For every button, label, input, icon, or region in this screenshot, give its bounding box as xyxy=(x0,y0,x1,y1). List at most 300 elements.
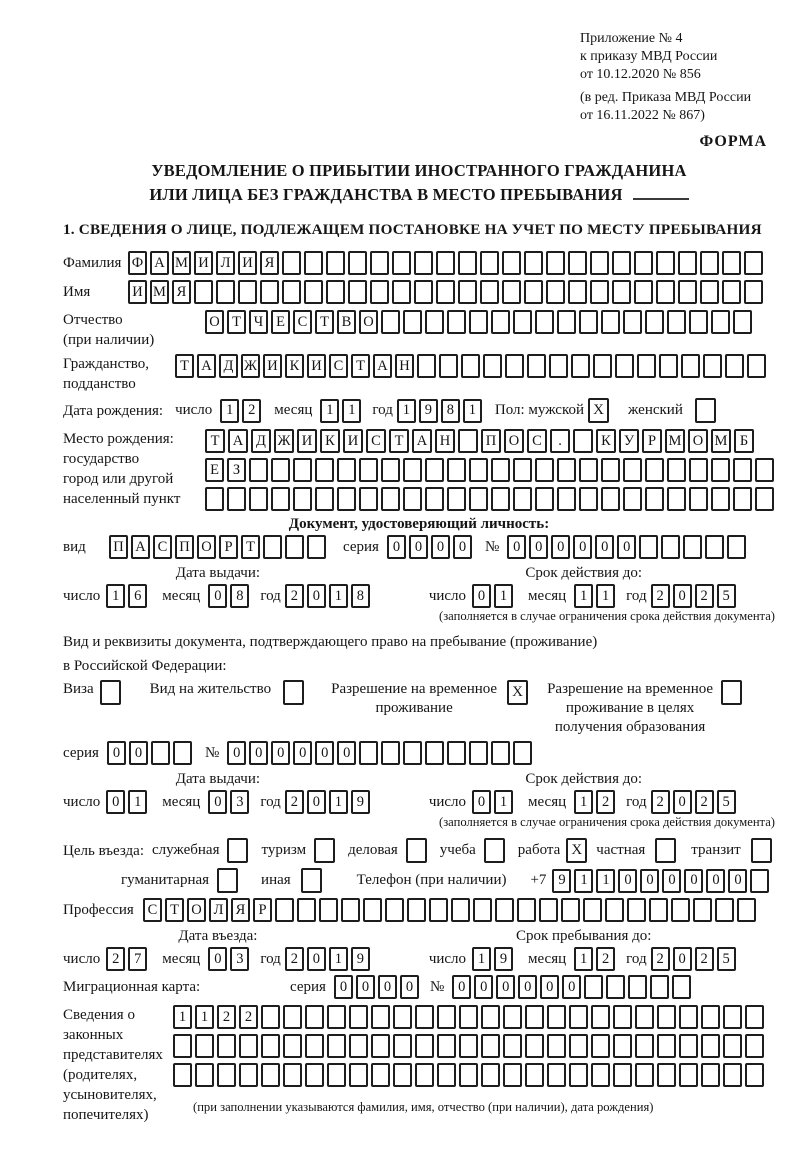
char-cell[interactable] xyxy=(573,429,593,453)
char-cell[interactable] xyxy=(733,310,752,334)
char-cell[interactable] xyxy=(733,458,752,482)
char-cell[interactable]: 0 xyxy=(208,790,227,814)
char-cell[interactable] xyxy=(469,487,488,511)
char-cell[interactable]: 0 xyxy=(507,535,526,559)
char-cell[interactable]: 0 xyxy=(378,975,397,999)
char-cell[interactable]: К xyxy=(596,429,616,453)
char-cell[interactable]: 0 xyxy=(728,869,747,893)
char-cell[interactable]: 8 xyxy=(441,399,460,423)
char-cell[interactable]: 0 xyxy=(673,584,692,608)
char-cell[interactable] xyxy=(403,741,422,765)
char-cell[interactable] xyxy=(285,535,304,559)
char-cell[interactable]: И xyxy=(297,429,317,453)
char-cell[interactable] xyxy=(539,898,558,922)
char-cell[interactable] xyxy=(415,1034,434,1058)
char-cell[interactable]: М xyxy=(172,251,191,275)
char-cell[interactable] xyxy=(503,1034,522,1058)
char-cell[interactable] xyxy=(601,487,620,511)
char-cell[interactable]: 1 xyxy=(329,947,348,971)
char-cell[interactable] xyxy=(319,898,338,922)
char-cell[interactable] xyxy=(623,487,642,511)
char-cell[interactable] xyxy=(337,487,356,511)
char-cell[interactable]: 2 xyxy=(695,790,714,814)
char-cell[interactable] xyxy=(283,1063,302,1087)
char-cell[interactable]: 2 xyxy=(106,947,125,971)
char-cell[interactable] xyxy=(745,1063,764,1087)
purpose-tourism-checkbox[interactable] xyxy=(314,838,335,863)
char-cell[interactable] xyxy=(613,1034,632,1058)
char-cell[interactable]: 1 xyxy=(494,584,513,608)
char-cell[interactable]: Т xyxy=(175,354,194,378)
char-cell[interactable] xyxy=(239,1063,258,1087)
char-cell[interactable] xyxy=(425,458,444,482)
char-cell[interactable] xyxy=(634,251,653,275)
char-cell[interactable] xyxy=(547,1005,566,1029)
char-cell[interactable] xyxy=(260,280,279,304)
char-cell[interactable]: 1 xyxy=(329,584,348,608)
char-cell[interactable] xyxy=(491,458,510,482)
char-cell[interactable] xyxy=(590,280,609,304)
char-cell[interactable]: 1 xyxy=(195,1005,214,1029)
char-cell[interactable] xyxy=(579,487,598,511)
char-cell[interactable]: С xyxy=(293,310,312,334)
char-cell[interactable] xyxy=(261,1063,280,1087)
char-cell[interactable] xyxy=(282,280,301,304)
char-cell[interactable]: Р xyxy=(219,535,238,559)
char-cell[interactable]: 0 xyxy=(356,975,375,999)
char-cell[interactable] xyxy=(667,458,686,482)
char-cell[interactable] xyxy=(371,1005,390,1029)
char-cell[interactable]: В xyxy=(337,310,356,334)
char-cell[interactable] xyxy=(151,741,170,765)
char-cell[interactable] xyxy=(711,310,730,334)
char-cell[interactable]: М xyxy=(711,429,731,453)
residence-permit-checkbox[interactable] xyxy=(283,680,304,705)
char-cell[interactable] xyxy=(425,310,444,334)
char-cell[interactable]: О xyxy=(504,429,524,453)
char-cell[interactable] xyxy=(705,535,724,559)
char-cell[interactable]: 0 xyxy=(551,535,570,559)
char-cell[interactable]: И xyxy=(343,429,363,453)
char-cell[interactable] xyxy=(249,487,268,511)
char-cell[interactable]: Т xyxy=(227,310,246,334)
char-cell[interactable]: 9 xyxy=(419,399,438,423)
char-cell[interactable] xyxy=(205,487,224,511)
char-cell[interactable] xyxy=(282,251,301,275)
purpose-study-checkbox[interactable] xyxy=(484,838,505,863)
char-cell[interactable] xyxy=(503,1063,522,1087)
char-cell[interactable] xyxy=(407,898,426,922)
char-cell[interactable] xyxy=(217,1034,236,1058)
char-cell[interactable] xyxy=(727,535,746,559)
char-cell[interactable] xyxy=(491,741,510,765)
char-cell[interactable]: Ф xyxy=(128,251,147,275)
char-cell[interactable] xyxy=(524,280,543,304)
char-cell[interactable] xyxy=(261,1034,280,1058)
char-cell[interactable] xyxy=(436,251,455,275)
char-cell[interactable]: 0 xyxy=(400,975,419,999)
char-cell[interactable]: А xyxy=(412,429,432,453)
char-cell[interactable] xyxy=(503,1005,522,1029)
char-cell[interactable]: 1 xyxy=(596,584,615,608)
char-cell[interactable] xyxy=(392,280,411,304)
char-cell[interactable] xyxy=(639,535,658,559)
char-cell[interactable]: 0 xyxy=(617,535,636,559)
char-cell[interactable] xyxy=(737,898,756,922)
char-cell[interactable] xyxy=(417,354,436,378)
char-cell[interactable] xyxy=(650,975,669,999)
char-cell[interactable]: С xyxy=(153,535,172,559)
char-cell[interactable]: 8 xyxy=(230,584,249,608)
char-cell[interactable]: 0 xyxy=(271,741,290,765)
char-cell[interactable] xyxy=(326,280,345,304)
char-cell[interactable]: О xyxy=(688,429,708,453)
char-cell[interactable]: М xyxy=(150,280,169,304)
char-cell[interactable]: 0 xyxy=(106,790,125,814)
char-cell[interactable] xyxy=(480,251,499,275)
char-cell[interactable] xyxy=(601,458,620,482)
char-cell[interactable]: 0 xyxy=(452,975,471,999)
char-cell[interactable] xyxy=(327,1005,346,1029)
char-cell[interactable] xyxy=(601,310,620,334)
char-cell[interactable]: 9 xyxy=(351,790,370,814)
char-cell[interactable] xyxy=(381,458,400,482)
char-cell[interactable] xyxy=(584,975,603,999)
char-cell[interactable] xyxy=(458,280,477,304)
char-cell[interactable]: 0 xyxy=(293,741,312,765)
char-cell[interactable]: 0 xyxy=(496,975,515,999)
char-cell[interactable] xyxy=(711,458,730,482)
char-cell[interactable]: 1 xyxy=(574,790,593,814)
char-cell[interactable] xyxy=(723,1034,742,1058)
char-cell[interactable] xyxy=(195,1034,214,1058)
char-cell[interactable] xyxy=(305,1063,324,1087)
char-cell[interactable] xyxy=(359,741,378,765)
char-cell[interactable] xyxy=(634,280,653,304)
char-cell[interactable]: 1 xyxy=(397,399,416,423)
char-cell[interactable]: У xyxy=(619,429,639,453)
char-cell[interactable] xyxy=(349,1063,368,1087)
char-cell[interactable]: 2 xyxy=(217,1005,236,1029)
char-cell[interactable]: 1 xyxy=(596,869,615,893)
char-cell[interactable]: 2 xyxy=(651,947,670,971)
char-cell[interactable]: 0 xyxy=(227,741,246,765)
char-cell[interactable] xyxy=(348,280,367,304)
char-cell[interactable]: К xyxy=(320,429,340,453)
char-cell[interactable] xyxy=(481,1034,500,1058)
female-checkbox[interactable] xyxy=(695,398,716,423)
char-cell[interactable] xyxy=(194,280,213,304)
char-cell[interactable] xyxy=(327,1034,346,1058)
char-cell[interactable] xyxy=(744,280,763,304)
char-cell[interactable]: 1 xyxy=(574,869,593,893)
char-cell[interactable] xyxy=(645,487,664,511)
char-cell[interactable] xyxy=(469,310,488,334)
char-cell[interactable]: И xyxy=(128,280,147,304)
char-cell[interactable]: Н xyxy=(435,429,455,453)
char-cell[interactable] xyxy=(645,458,664,482)
char-cell[interactable] xyxy=(381,487,400,511)
char-cell[interactable]: 0 xyxy=(529,535,548,559)
char-cell[interactable]: 0 xyxy=(562,975,581,999)
char-cell[interactable] xyxy=(701,1034,720,1058)
char-cell[interactable]: Н xyxy=(395,354,414,378)
visa-checkbox[interactable] xyxy=(100,680,121,705)
char-cell[interactable]: 0 xyxy=(706,869,725,893)
char-cell[interactable] xyxy=(579,458,598,482)
char-cell[interactable]: Т xyxy=(389,429,409,453)
char-cell[interactable] xyxy=(513,487,532,511)
char-cell[interactable] xyxy=(679,1063,698,1087)
char-cell[interactable]: А xyxy=(197,354,216,378)
char-cell[interactable] xyxy=(649,898,668,922)
char-cell[interactable] xyxy=(238,280,257,304)
char-cell[interactable]: 1 xyxy=(574,584,593,608)
char-cell[interactable] xyxy=(722,251,741,275)
char-cell[interactable]: 2 xyxy=(239,1005,258,1029)
char-cell[interactable]: Д xyxy=(219,354,238,378)
char-cell[interactable]: 2 xyxy=(285,947,304,971)
char-cell[interactable]: 0 xyxy=(409,535,428,559)
char-cell[interactable]: 1 xyxy=(342,399,361,423)
char-cell[interactable]: 2 xyxy=(695,947,714,971)
char-cell[interactable] xyxy=(524,251,543,275)
char-cell[interactable]: 0 xyxy=(640,869,659,893)
char-cell[interactable] xyxy=(689,487,708,511)
char-cell[interactable]: 3 xyxy=(230,790,249,814)
char-cell[interactable]: И xyxy=(307,354,326,378)
char-cell[interactable] xyxy=(744,251,763,275)
char-cell[interactable]: Б xyxy=(734,429,754,453)
char-cell[interactable] xyxy=(615,354,634,378)
char-cell[interactable]: 2 xyxy=(285,790,304,814)
char-cell[interactable]: 0 xyxy=(431,535,450,559)
char-cell[interactable] xyxy=(750,869,769,893)
char-cell[interactable] xyxy=(535,487,554,511)
char-cell[interactable] xyxy=(393,1034,412,1058)
char-cell[interactable]: Л xyxy=(209,898,228,922)
char-cell[interactable]: 0 xyxy=(453,535,472,559)
char-cell[interactable] xyxy=(733,487,752,511)
purpose-private-checkbox[interactable] xyxy=(655,838,676,863)
char-cell[interactable] xyxy=(635,1005,654,1029)
char-cell[interactable]: 0 xyxy=(387,535,406,559)
char-cell[interactable]: 0 xyxy=(307,584,326,608)
char-cell[interactable]: 0 xyxy=(208,947,227,971)
char-cell[interactable]: 0 xyxy=(474,975,493,999)
char-cell[interactable] xyxy=(569,1005,588,1029)
char-cell[interactable] xyxy=(392,251,411,275)
char-cell[interactable] xyxy=(525,1034,544,1058)
char-cell[interactable]: 2 xyxy=(651,790,670,814)
char-cell[interactable] xyxy=(725,354,744,378)
char-cell[interactable] xyxy=(437,1034,456,1058)
temp-permit-education-checkbox[interactable] xyxy=(721,680,742,705)
char-cell[interactable]: 1 xyxy=(329,790,348,814)
char-cell[interactable] xyxy=(659,354,678,378)
char-cell[interactable] xyxy=(579,310,598,334)
char-cell[interactable] xyxy=(263,535,282,559)
char-cell[interactable] xyxy=(458,429,478,453)
char-cell[interactable] xyxy=(271,487,290,511)
char-cell[interactable]: 0 xyxy=(208,584,227,608)
char-cell[interactable] xyxy=(715,898,734,922)
char-cell[interactable] xyxy=(414,280,433,304)
char-cell[interactable] xyxy=(703,354,722,378)
char-cell[interactable] xyxy=(623,458,642,482)
char-cell[interactable]: Т xyxy=(165,898,184,922)
char-cell[interactable] xyxy=(469,741,488,765)
char-cell[interactable] xyxy=(590,251,609,275)
char-cell[interactable]: 0 xyxy=(315,741,334,765)
char-cell[interactable]: О xyxy=(197,535,216,559)
char-cell[interactable] xyxy=(393,1063,412,1087)
char-cell[interactable]: П xyxy=(109,535,128,559)
char-cell[interactable] xyxy=(513,741,532,765)
char-cell[interactable] xyxy=(672,975,691,999)
purpose-transit-checkbox[interactable] xyxy=(751,838,772,863)
char-cell[interactable] xyxy=(429,898,448,922)
char-cell[interactable]: Е xyxy=(271,310,290,334)
char-cell[interactable] xyxy=(535,310,554,334)
char-cell[interactable] xyxy=(569,1063,588,1087)
char-cell[interactable] xyxy=(525,1063,544,1087)
char-cell[interactable] xyxy=(505,354,524,378)
char-cell[interactable] xyxy=(557,458,576,482)
char-cell[interactable] xyxy=(667,487,686,511)
char-cell[interactable] xyxy=(491,487,510,511)
char-cell[interactable]: А xyxy=(131,535,150,559)
purpose-other-checkbox[interactable] xyxy=(301,868,322,893)
char-cell[interactable] xyxy=(591,1063,610,1087)
char-cell[interactable] xyxy=(481,1005,500,1029)
char-cell[interactable]: Е xyxy=(205,458,224,482)
char-cell[interactable] xyxy=(723,1063,742,1087)
char-cell[interactable] xyxy=(517,898,536,922)
char-cell[interactable] xyxy=(415,1005,434,1029)
char-cell[interactable]: 9 xyxy=(351,947,370,971)
char-cell[interactable]: Т xyxy=(315,310,334,334)
char-cell[interactable] xyxy=(283,1034,302,1058)
char-cell[interactable] xyxy=(458,251,477,275)
char-cell[interactable]: Я xyxy=(172,280,191,304)
char-cell[interactable] xyxy=(747,354,766,378)
char-cell[interactable] xyxy=(436,280,455,304)
char-cell[interactable]: О xyxy=(359,310,378,334)
char-cell[interactable]: З xyxy=(227,458,246,482)
char-cell[interactable]: 0 xyxy=(540,975,559,999)
char-cell[interactable] xyxy=(381,741,400,765)
char-cell[interactable] xyxy=(755,458,774,482)
char-cell[interactable]: С xyxy=(527,429,547,453)
char-cell[interactable] xyxy=(557,310,576,334)
char-cell[interactable] xyxy=(568,251,587,275)
temp-residence-permit-checkbox[interactable]: X xyxy=(507,680,528,705)
char-cell[interactable] xyxy=(678,280,697,304)
char-cell[interactable] xyxy=(370,280,389,304)
char-cell[interactable] xyxy=(635,1063,654,1087)
char-cell[interactable] xyxy=(513,458,532,482)
char-cell[interactable] xyxy=(525,1005,544,1029)
char-cell[interactable] xyxy=(657,1063,676,1087)
char-cell[interactable]: 2 xyxy=(651,584,670,608)
char-cell[interactable]: 0 xyxy=(337,741,356,765)
char-cell[interactable] xyxy=(327,1063,346,1087)
char-cell[interactable]: К xyxy=(285,354,304,378)
char-cell[interactable] xyxy=(613,1005,632,1029)
char-cell[interactable] xyxy=(502,280,521,304)
char-cell[interactable] xyxy=(305,1034,324,1058)
char-cell[interactable] xyxy=(701,1005,720,1029)
char-cell[interactable]: 0 xyxy=(307,790,326,814)
char-cell[interactable]: 0 xyxy=(472,584,491,608)
char-cell[interactable] xyxy=(381,310,400,334)
char-cell[interactable]: 9 xyxy=(552,869,571,893)
char-cell[interactable] xyxy=(481,1063,500,1087)
char-cell[interactable] xyxy=(315,458,334,482)
char-cell[interactable] xyxy=(645,310,664,334)
char-cell[interactable]: Т xyxy=(241,535,260,559)
char-cell[interactable]: 5 xyxy=(717,947,736,971)
char-cell[interactable]: М xyxy=(665,429,685,453)
char-cell[interactable]: 0 xyxy=(673,947,692,971)
char-cell[interactable] xyxy=(227,487,246,511)
char-cell[interactable] xyxy=(216,280,235,304)
char-cell[interactable]: С xyxy=(329,354,348,378)
char-cell[interactable]: Я xyxy=(260,251,279,275)
char-cell[interactable]: 2 xyxy=(695,584,714,608)
char-cell[interactable]: 8 xyxy=(351,584,370,608)
char-cell[interactable] xyxy=(495,898,514,922)
char-cell[interactable] xyxy=(722,280,741,304)
char-cell[interactable]: Т xyxy=(205,429,225,453)
char-cell[interactable] xyxy=(547,1063,566,1087)
char-cell[interactable]: О xyxy=(205,310,224,334)
char-cell[interactable] xyxy=(217,1063,236,1087)
char-cell[interactable]: А xyxy=(373,354,392,378)
char-cell[interactable]: . xyxy=(550,429,570,453)
purpose-official-checkbox[interactable] xyxy=(227,838,248,863)
char-cell[interactable]: Т xyxy=(351,354,370,378)
char-cell[interactable] xyxy=(591,1034,610,1058)
char-cell[interactable] xyxy=(304,251,323,275)
char-cell[interactable] xyxy=(371,1034,390,1058)
char-cell[interactable] xyxy=(297,898,316,922)
char-cell[interactable] xyxy=(568,280,587,304)
char-cell[interactable] xyxy=(447,310,466,334)
char-cell[interactable] xyxy=(437,1005,456,1029)
char-cell[interactable]: Ж xyxy=(274,429,294,453)
char-cell[interactable]: 1 xyxy=(220,399,239,423)
char-cell[interactable] xyxy=(546,280,565,304)
char-cell[interactable]: Ж xyxy=(241,354,260,378)
char-cell[interactable]: И xyxy=(263,354,282,378)
char-cell[interactable]: 0 xyxy=(472,790,491,814)
char-cell[interactable] xyxy=(711,487,730,511)
char-cell[interactable] xyxy=(173,741,192,765)
char-cell[interactable] xyxy=(349,1034,368,1058)
char-cell[interactable] xyxy=(569,1034,588,1058)
char-cell[interactable]: 1 xyxy=(472,947,491,971)
char-cell[interactable] xyxy=(571,354,590,378)
char-cell[interactable] xyxy=(425,487,444,511)
char-cell[interactable] xyxy=(613,1063,632,1087)
char-cell[interactable]: 7 xyxy=(128,947,147,971)
char-cell[interactable]: 9 xyxy=(494,947,513,971)
char-cell[interactable]: Р xyxy=(253,898,272,922)
char-cell[interactable] xyxy=(502,251,521,275)
char-cell[interactable] xyxy=(681,354,700,378)
